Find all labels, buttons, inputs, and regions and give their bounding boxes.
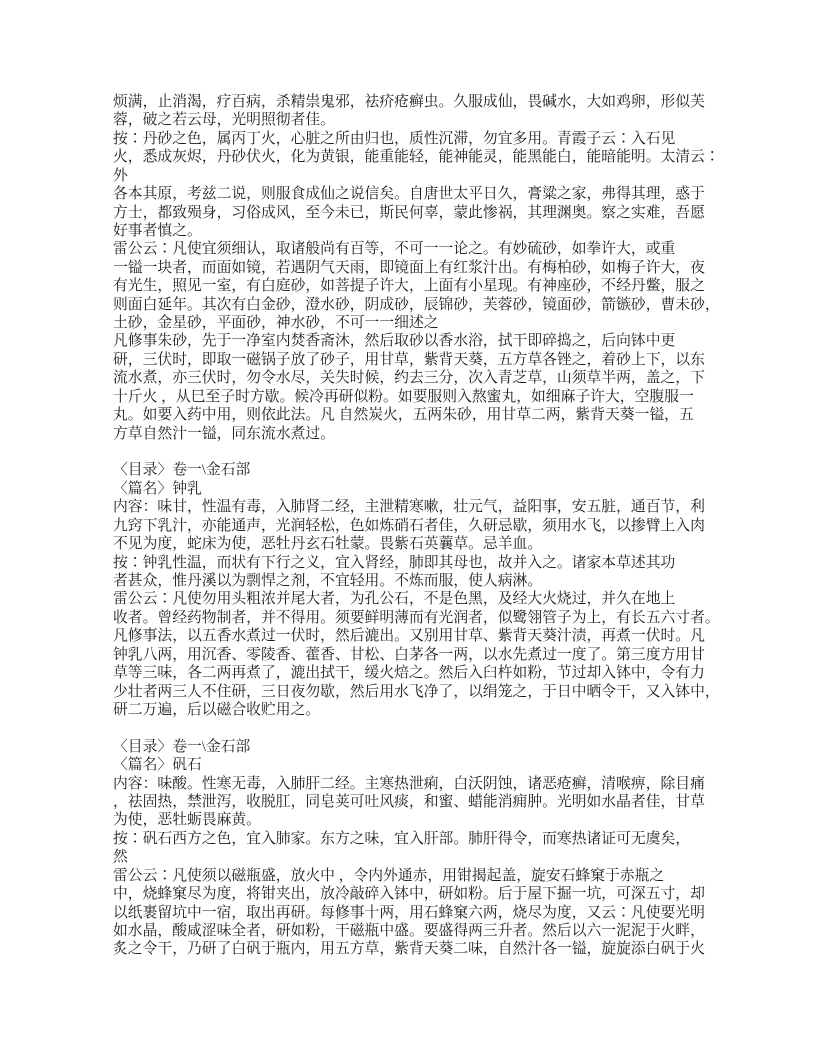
text-line: 流水煮，亦三伏时，勿令水尽，关失时候，约去三分，次入青芝草，山须草半两，盖之，下 (113, 370, 705, 387)
text-line: 草等三味，各二两再煮了，漉出拭干，缓火焙之。然后入臼杵如粉，节过却入钵中，令有力 (113, 665, 705, 682)
text-line: 蓉，破之若云母，光明照彻者佳。 (113, 112, 335, 129)
text-line: 少壮者两三人不住研，三日夜勿歇，然后用水飞净了，以绢笼之，于日中晒令干，又入钵中， (113, 683, 720, 700)
text-line: ，祛固热，禁泄泻，收脱肛，同皂荚可吐风痰，和蜜、蜡能消痈肿。光明如水晶者佳，甘草 (113, 794, 705, 811)
text-line: 一镒一块者，而面如镜，若遇阴气天雨，即镜面上有红浆汁出。有梅柏砂，如梅子许大，夜 (113, 259, 705, 276)
text-line: 按∶钟乳性温，而状有下行之义，宜入肾经，肺即其母也，故并入之。诸家本草述其功 (113, 554, 676, 571)
text-line: 研，三伏时，即取一磁锅子放了砂子，用甘草，紫背天葵，五方草各锉之，着砂上下，以东 (113, 351, 705, 368)
text-line: 雷公云∶凡使勿用头粗浓并尾大者，为孔公石，不是色黑，及经大火烧过，并久在地上 (113, 591, 676, 608)
text-line: 钟乳八两，用沉香、零陵香、藿香、甘松、白茅各一两，以水先煮过一度了。第三度方用甘 (113, 646, 705, 663)
text-line: 土砂，金星砂，平面砂，神水砂，不可一一细述之 (113, 315, 439, 332)
text-line: 十斤火 ，从巳至子时方歇。候冷再研似粉。如要服则入熬蜜丸，如细麻子许大，空腹服一 (113, 388, 694, 405)
text-line: 收者。曾经药物制者，并不得用。须要鲜明薄而有光润者，似鹭翎管子为上，有长五六寸者。 (113, 609, 720, 626)
text-line: 方草自然汁一镒，同东流水煮过。 (113, 425, 335, 442)
text-line: 丸。如要入药中用，则依此法。凡 自然炭火，五两朱砂，用甘草二两，紫背天葵一镒，五 (113, 407, 694, 424)
text-line: 〈目录〉卷一\金石部 (113, 462, 251, 479)
text-line: 〈篇名〉钟乳 (113, 480, 202, 497)
text-line: 内容：味甘，性温有毒，入肺肾二经，主泄精寒嗽，壮元气，益阳事，安五脏，通百节，利 (113, 499, 705, 516)
text-line: 有光生，照见一室，有白庭砂，如菩提子许大，上面有小星现。有神座砂，不经丹鳖，服之 (113, 278, 705, 295)
text-line: 按∶矾石西方之色，宜入肺家。东方之味，宜入肝部。肺肝得令，而寒热诸证可无虞矣， (113, 830, 691, 847)
text-line: 方士，都致殒身，习俗成风，至今未已，斯民何辜，蒙此惨祸，其理渊奥。察之实难，吾愿 (113, 204, 705, 221)
text-line: 炙之令干，乃研了白矾于瓶内，用五方草，紫背天葵二味，自然汁各一镒，旋旋添白矾于火 (113, 941, 705, 958)
text-line: 内容：味酸。性寒无毒，入肺肝二经。主寒热泄痢，白沃阴蚀，诸恶疮癣，清喉痹，除目痛 (113, 775, 705, 792)
blank-line (113, 719, 717, 737)
text-line: 各本其原，考兹二说，则服食成仙之说信矣。自唐世太平日久，膏粱之家，弗得其理，惑于 (113, 186, 705, 203)
text-line: 〈目录〉卷一\金石部 (113, 738, 251, 755)
text-body (113, 93, 720, 959)
text-line: 为使，恶牡蛎畏麻黄。 (113, 812, 261, 829)
text-line: 然 (113, 849, 128, 866)
text-line: 则面白延年。其次有白金砂，澄水砂，阴成砂，辰锦砂，芙蓉砂，镜面砂，箭镞砂，曹未砂， (113, 296, 720, 313)
blank-line (113, 443, 717, 461)
text-line: 好事者慎之。 (113, 222, 202, 239)
text-line: 中，烧蜂窠尽为度，将钳夹出，放冷敲碎入钵中，研如粉。后于屋下掘一坑，可深五寸，却 (113, 886, 705, 903)
text-line: 〈篇名〉矾石 (113, 757, 202, 774)
text-line: 者甚众，惟丹溪以为剽悍之剂，不宜轻用。不炼而服，使人病淋。 (113, 572, 543, 589)
text-line: 按∶丹砂之色，属丙丁火，心脏之所由归也，质性沉滞，勿宜多用。青霞子云∶入石见 (113, 130, 676, 147)
text-line: 以纸裹留坑中一宿，取出再研。每修事十两，用石蜂窠六两，烧尽为度，又云∶凡使要光明 (113, 904, 705, 921)
text-line: 烦满，止消渴，疗百病，杀精祟鬼邪，祛疥疮癣虫。久服成仙，畏碱水，大如鸡卵，形似芙 (113, 94, 705, 110)
text-line: 火，悉成灰烬，丹砂伏火，化为黄银，能重能轻，能神能灵，能黑能白，能暗能明。太清云∶ (113, 149, 720, 166)
text-line: 雷公云∶凡使须以磁瓶盛，放火中 ，令内外通赤，用钳揭起盖，旋安石蜂窠于赤瓶之 (113, 867, 665, 884)
text-line: 凡修事法，以五香水煮过一伏时，然后漉出。又别用甘草、紫背天葵汁渍，再煮一伏时。凡 (113, 628, 705, 645)
text-line: 如水晶，酸咸涩味全者，研如粉，干磁瓶中盛。要盛得两三升者。然后以六一泥泥于火畔， (113, 922, 705, 939)
text-line: 九窍下乳汁，亦能通声，光润轻松，色如炼硝石者佳，久研忌歇，须用水飞，以掺臂上入肉 (113, 517, 705, 534)
text-line: 不见为度，蛇床为使，恶牡丹玄石牡蒙。畏紫石英蘘草。忌羊血。 (113, 536, 543, 553)
text-line: 雷公云∶凡使宜须细认，取诸般尚有百等，不可一一论之。有妙硫砂，如拳许大，或重 (113, 241, 676, 258)
text-line: 凡修事朱砂，先于一净室内焚香斋沐，然后取砂以香水浴，拭干即碎捣之，后向钵中更 (113, 333, 676, 350)
text-line: 研二万遍，后以磁合收贮用之。 (113, 701, 321, 718)
text-line: 外 (113, 167, 128, 184)
